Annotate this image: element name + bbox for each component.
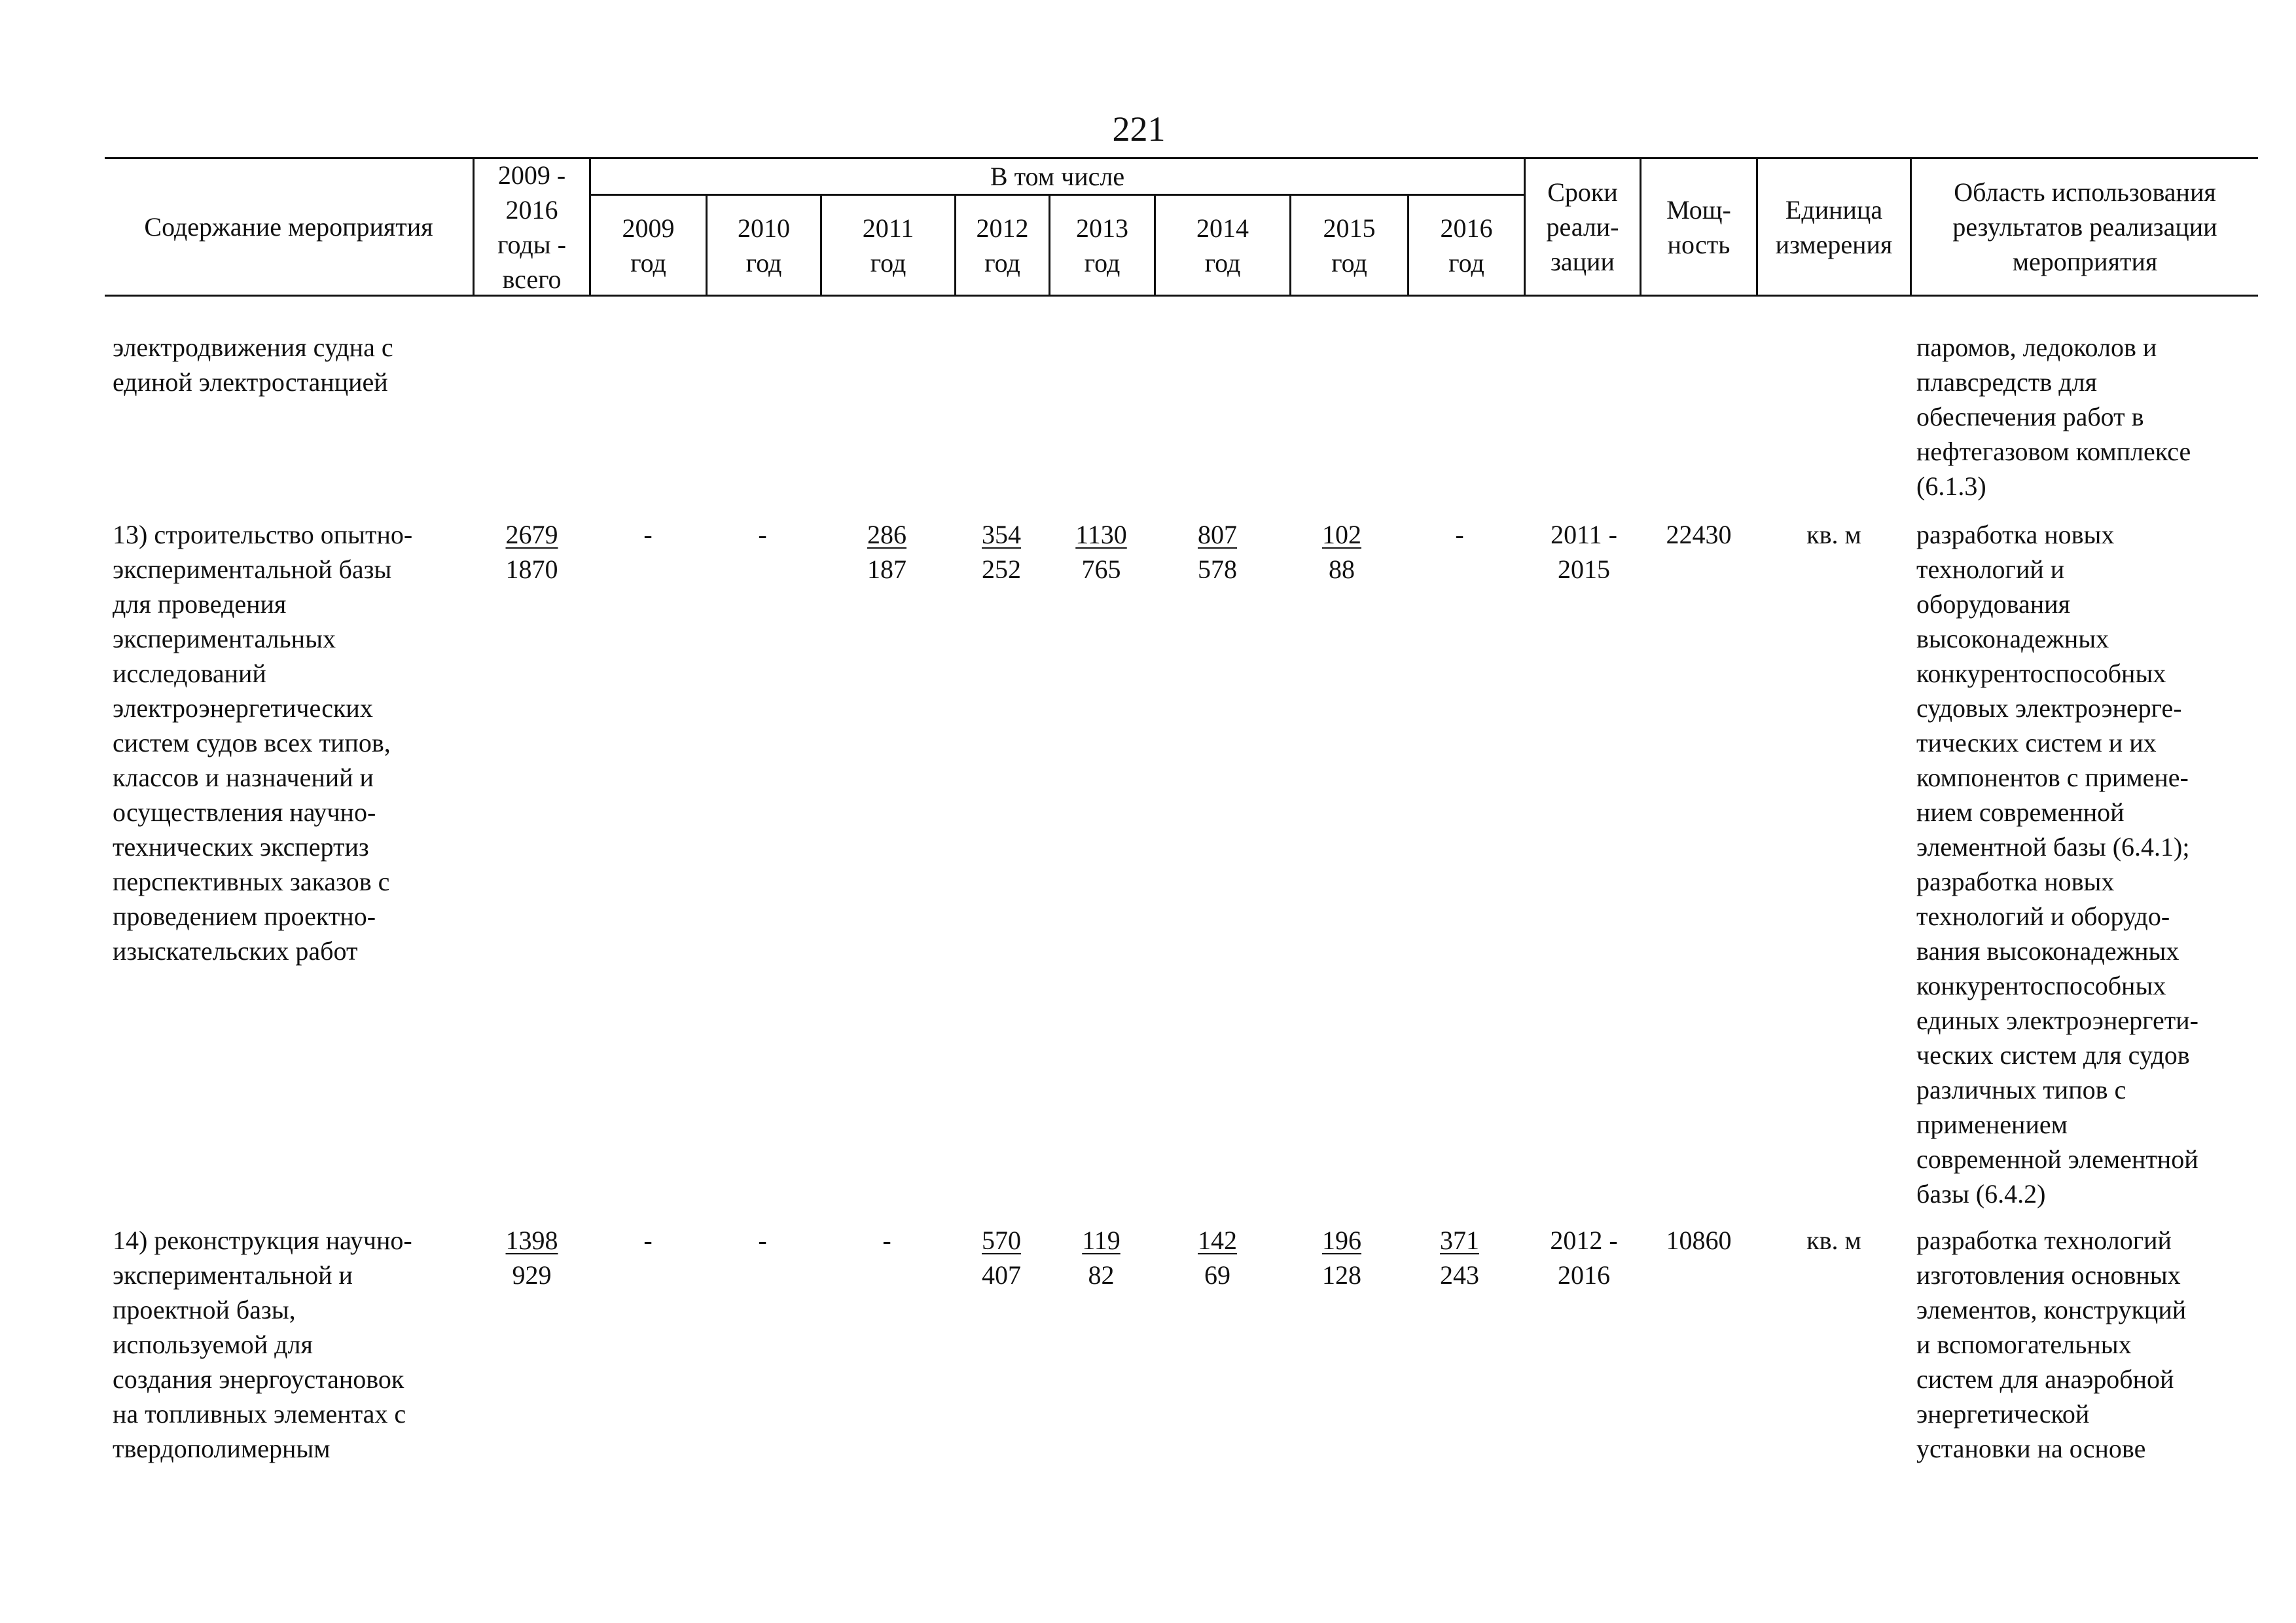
row13-area: разработка новых технологий и оборудования высоконадежных конкурентоспособных судовых электроэнерге- тических систем и их компонентов с примене- нием современной элементной базы (6.4.1); разработка новых технологий и оборудо- вания высоконадежных конкурентоспособных единых электроэнергети- ческих систем для судов различных типов с применением современной элементной базы (6.4.2)	[1916, 520, 2198, 1209]
row14-2016-bottom: 243	[1440, 1260, 1479, 1290]
row14-content: 14) реконструкция научно- экспериментальной и проектной базы, используемой для создания энергоустановок на топливных элементах с твердополимерным	[113, 1226, 412, 1463]
row13-total-top: 2679	[505, 520, 558, 549]
row13-total-bottom: 1870	[505, 555, 558, 584]
row13-2013-bottom: 765	[1081, 555, 1121, 584]
row14-total	[481, 1223, 583, 1292]
row13-2016: -	[1455, 520, 1464, 549]
row14-2013-top: 119	[1082, 1226, 1121, 1255]
row14-unit: кв. м	[1806, 1226, 1861, 1255]
row14-2013-bottom: 82	[1088, 1260, 1115, 1290]
header-bottom-rule	[105, 295, 2258, 297]
row14-total-top: 1398	[505, 1226, 558, 1255]
header-year-2016: 2016 год	[1440, 213, 1493, 278]
header-terms: Сроки реали- зации	[1546, 177, 1619, 276]
row13-2015	[1299, 517, 1384, 587]
header-including: В том числе	[990, 162, 1125, 191]
row13-2013-top: 1130	[1075, 520, 1127, 549]
row14-2013	[1054, 1223, 1149, 1292]
header-year-2014: 2014 год	[1196, 213, 1249, 278]
row14-2012-top: 570	[982, 1226, 1021, 1255]
row14-area: разработка технологий изготовления основных элементов, конструкций и вспомогательных систем для анаэробной энергетической установки на основе	[1916, 1226, 2187, 1463]
header-content: Содержание мероприятия	[144, 212, 433, 242]
row13-2014-top: 807	[1198, 520, 1237, 549]
row14-2015-top: 196	[1322, 1226, 1361, 1255]
header-capacity: Мощ- ность	[1666, 194, 1731, 259]
row14-2016	[1417, 1223, 1502, 1292]
row13-2009: -	[643, 520, 653, 549]
row13-2015-bottom: 88	[1329, 555, 1355, 584]
row14-2014	[1175, 1223, 1260, 1292]
row13-2015-top: 102	[1322, 520, 1361, 549]
page-number: 221	[1112, 109, 1166, 149]
row14-2015-bottom: 128	[1322, 1260, 1361, 1290]
row14-2014-top: 142	[1198, 1226, 1237, 1255]
row14-2009: -	[643, 1226, 653, 1255]
header-area: Область использования результатов реализации мероприятия	[1952, 177, 2217, 276]
header-unit: Единица измерения	[1775, 194, 1893, 259]
header-year-2012: 2012 год	[976, 213, 1029, 278]
row13-2011-top: 286	[867, 520, 906, 549]
row13-2011-bottom: 187	[867, 555, 906, 584]
row13-2012	[959, 517, 1044, 587]
row13-unit: кв. м	[1806, 520, 1861, 549]
row13-capacity: 22430	[1666, 520, 1732, 549]
row14-2016-top: 371	[1440, 1226, 1479, 1255]
row14-2011: -	[882, 1226, 891, 1255]
row14-2014-bottom: 69	[1204, 1260, 1230, 1290]
row13-total	[481, 517, 583, 587]
row13-2014	[1175, 517, 1260, 587]
row14-total-bottom: 929	[512, 1260, 552, 1290]
header-year-2010: 2010 год	[738, 213, 790, 278]
row14-2012	[959, 1223, 1044, 1292]
row14-2015	[1299, 1223, 1384, 1292]
row13-2012-top: 354	[982, 520, 1021, 549]
header-total: 2009 - 2016 годы - всего	[497, 160, 566, 294]
row13-terms: 2011 - 2015	[1551, 520, 1617, 584]
header-year-2009: 2009 год	[622, 213, 675, 278]
row13-2010: -	[758, 520, 767, 549]
row13-2011	[844, 517, 929, 587]
row14-terms: 2012 - 2016	[1550, 1226, 1618, 1290]
row14-2012-bottom: 407	[982, 1260, 1021, 1290]
row13-content: 13) строительство опытно- экспериментальной базы для проведения экспериментальных исследований электроэнергетических систем судов всех типов, классов и назначений и осуществления научно- технических экспертиз перспективных заказов с проведением проектно- изыскательских работ	[113, 520, 413, 966]
continuation-content: электродвижения судна с единой электростанцией	[113, 333, 393, 397]
row14-2010: -	[758, 1226, 767, 1255]
row13-2013	[1054, 517, 1149, 587]
row14-capacity: 10860	[1666, 1226, 1732, 1255]
continuation-area: паромов, ледоколов и плавсредств для обеспечения работ в нефтегазовом комплексе (6.1.3)	[1916, 333, 2191, 501]
header-year-2011: 2011 год	[862, 213, 914, 278]
header-year-2013: 2013 год	[1076, 213, 1128, 278]
row13-2014-bottom: 578	[1198, 555, 1237, 584]
header-year-2015: 2015 год	[1323, 213, 1376, 278]
row13-2012-bottom: 252	[982, 555, 1021, 584]
